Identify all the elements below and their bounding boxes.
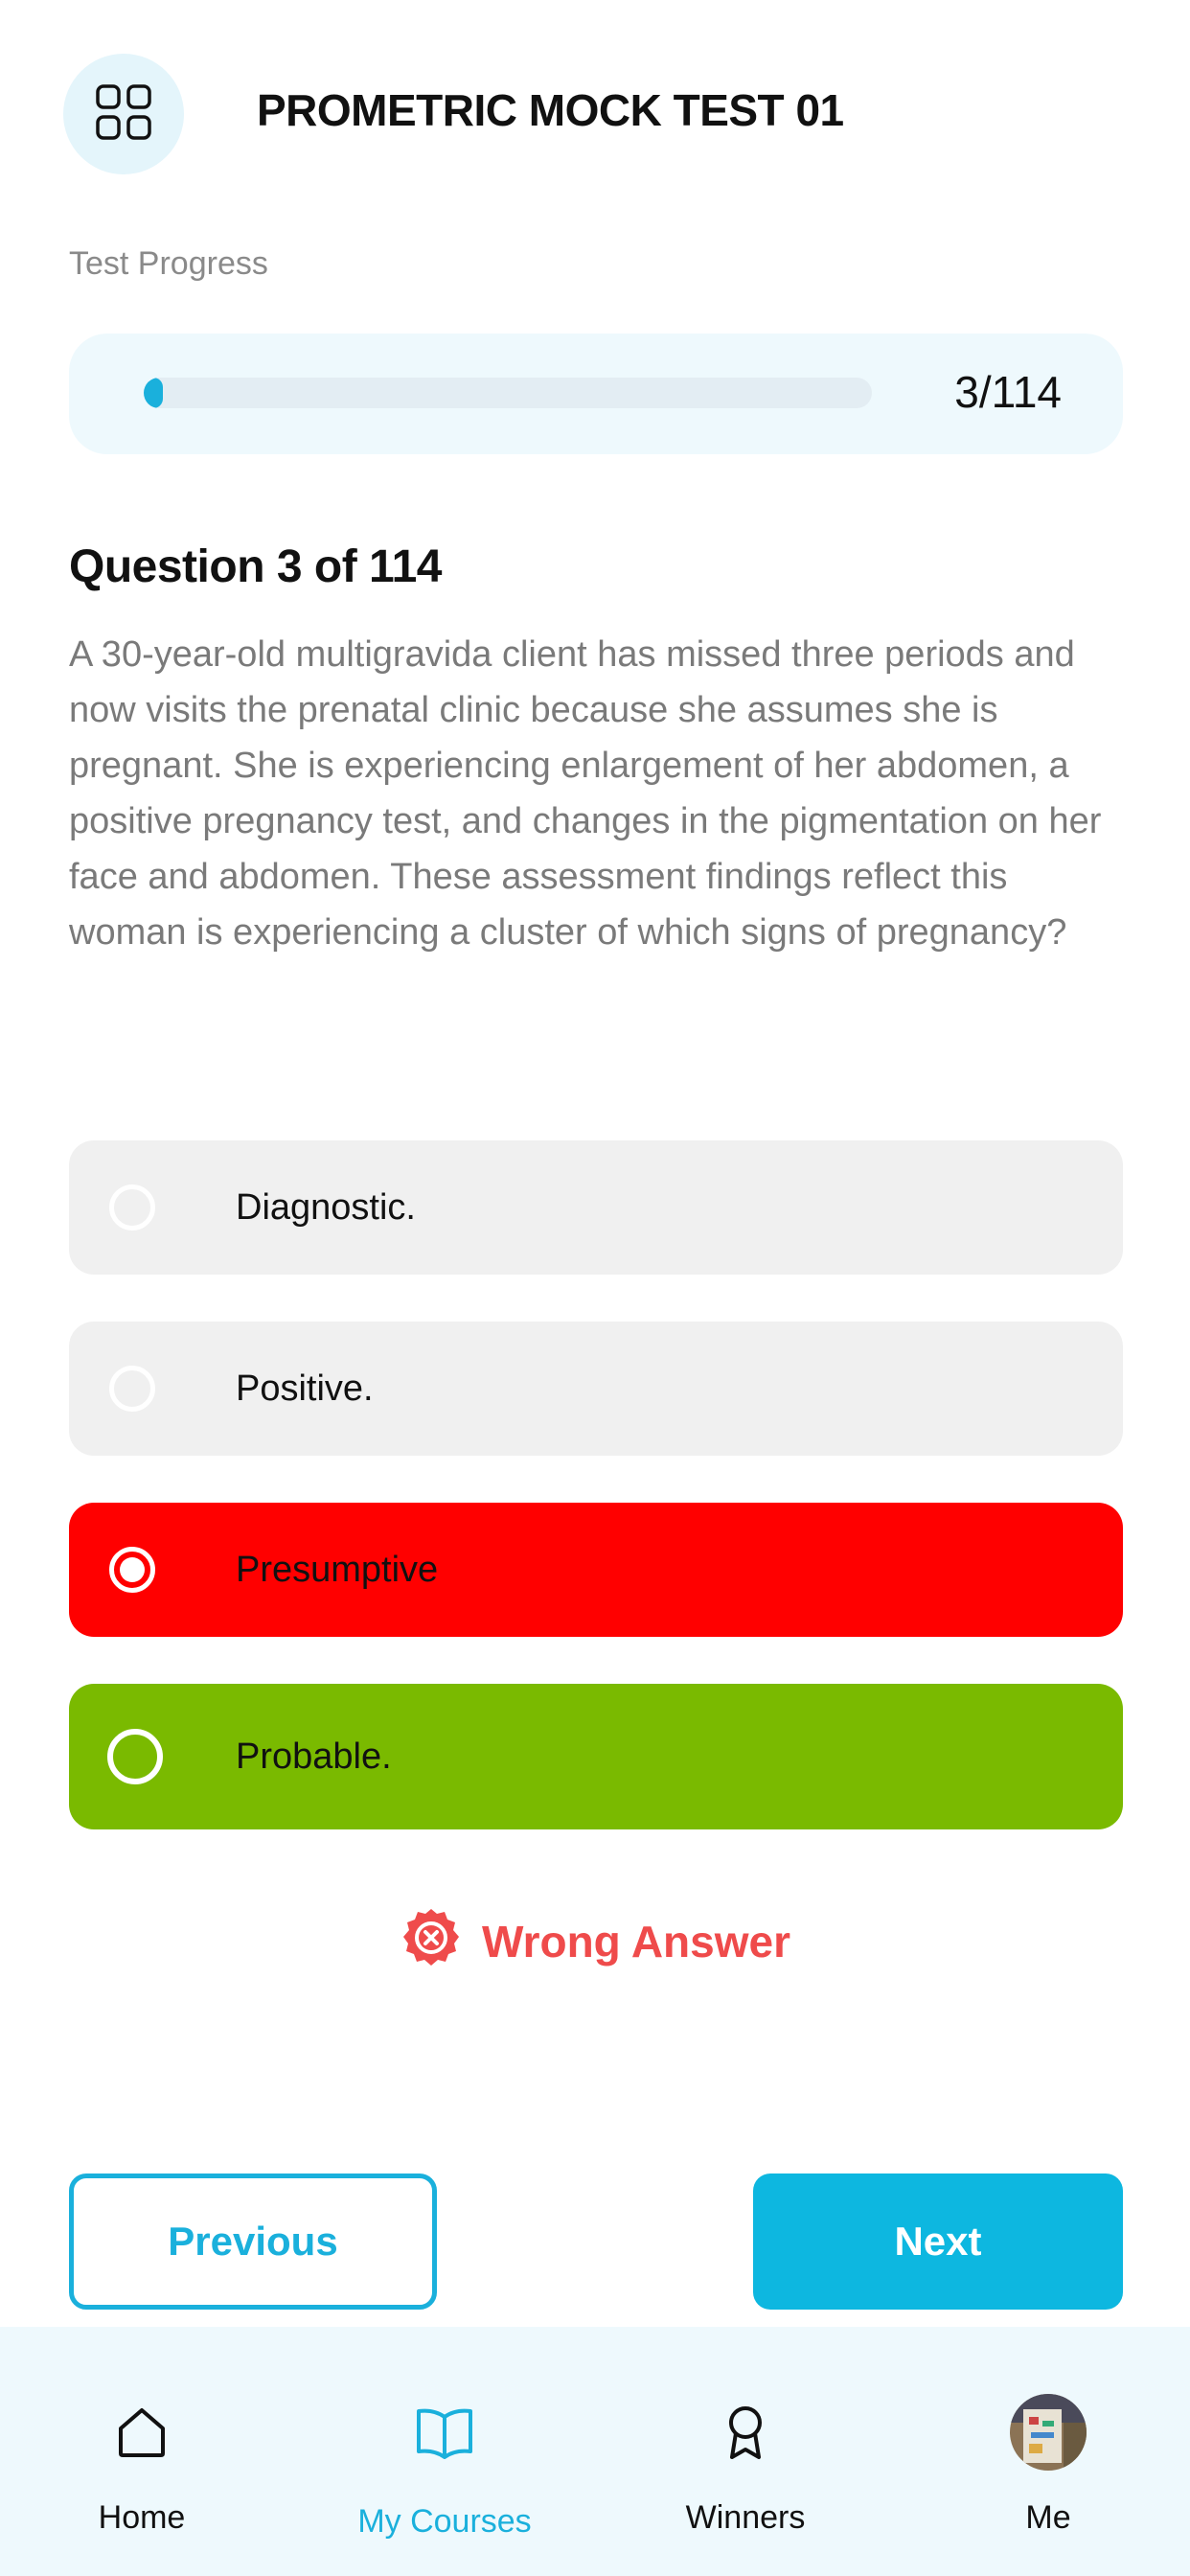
answer-option-label: Presumptive [236,1549,439,1590]
answer-option-label: Probable. [236,1736,392,1777]
bottom-nav [0,2327,1190,2576]
page-title: PROMETRIC MOCK TEST 01 [257,85,844,135]
radio-selected-icon [109,1547,155,1593]
progress-label: Test Progress [69,245,268,282]
nav-item-winners[interactable] [630,2327,860,2576]
nav-item-me[interactable] [933,2327,1163,2576]
nav-label-winners: Winners [685,2499,806,2536]
question-text: A 30-year-old multigravida client has missed three periods and now visits the prenatal clinic because she assumes she is pregnant. She is experiencing enlargement of her abdomen, a positive pregnancy test, and changes in the pigmentation on her face and abdomen. These assessment findings reflect this woman is experiencing a cluster of which signs of pregnancy? [69,634,1102,953]
nav-label-home: Home [98,2499,186,2536]
question-title: Question 3 of 114 [69,541,442,592]
nav-label-me: Me [1025,2499,1071,2536]
answer-option-label: Diagnostic. [236,1186,416,1228]
answer-option-1[interactable] [69,1140,1123,1275]
book-icon [406,2394,483,2471]
next-button[interactable]: Next [753,2174,1123,2310]
nav-item-my-courses[interactable] [330,2327,560,2576]
radio-unselected-icon [109,1184,155,1230]
progress-bar-fill [144,378,163,408]
app-header [0,0,1190,230]
answer-option-3-wrong[interactable] [69,1503,1123,1637]
award-icon [707,2394,784,2471]
radio-unselected-icon [109,1366,155,1412]
progress-bar [144,378,872,408]
nav-item-home[interactable] [27,2327,257,2576]
home-icon [103,2394,180,2471]
answer-option-label: Positive. [236,1368,374,1409]
progress-card [69,334,1123,454]
answer-option-4-correct[interactable] [69,1684,1123,1829]
previous-button[interactable]: Previous [69,2174,437,2310]
answer-option-2[interactable] [69,1322,1123,1456]
progress-count: 3/114 [954,367,1062,417]
result-text: Wrong Answer [481,1916,791,1966]
menu-button[interactable] [63,54,184,174]
avatar [1010,2394,1087,2471]
wrong-badge-icon [400,1907,463,1975]
answer-result [0,1907,1190,1975]
grid-icon [95,83,152,146]
nav-label-my-courses: My Courses [357,2503,532,2540]
radio-unselected-icon [107,1729,163,1784]
